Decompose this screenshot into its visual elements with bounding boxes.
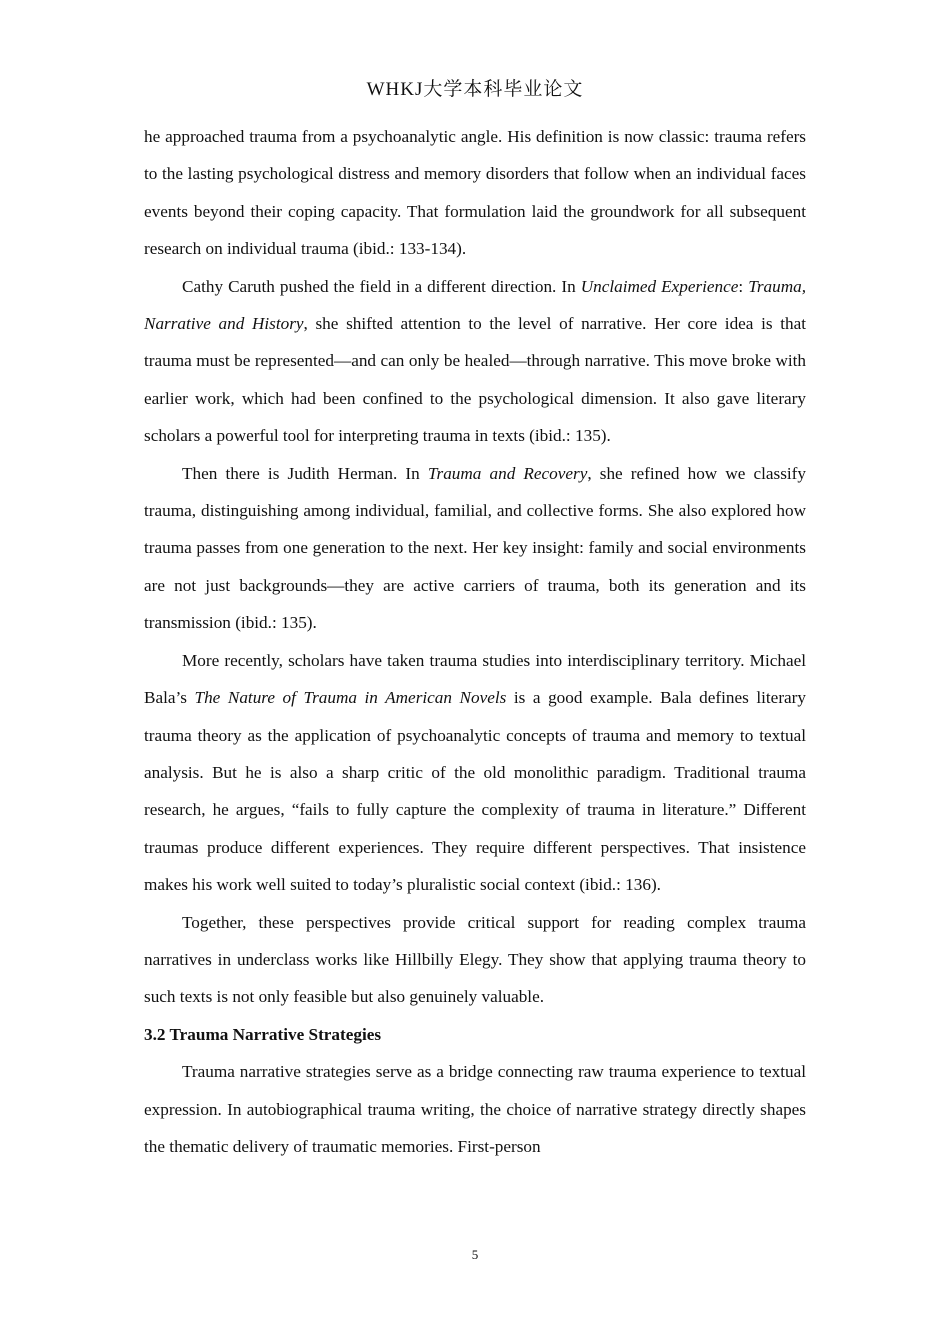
paragraph-text: is a good example. Bala defines literary trauma theory as the application of psychoanalytic concepts of trauma and memory to textual analysis. But he is also a sharp critic of the old monolithic paradigm. Traditional trauma research, he argues, “fails to fully capture the complexity of trauma in literature.” Different traumas produce different experiences. They require different perspectives. That insistence makes his work well suited to today’s pluralistic social context (ibid.: 136). bbox=[144, 688, 806, 895]
paragraph-text: , she refined how we classify trauma, distinguishing among individual, familial, and collective forms. She also explored how trauma passes from one generation to the next. Her key insight: family and social environments are not just backgrounds—they are active carriers of trauma, both its generation and its transmission (ibid.: 135). bbox=[144, 463, 806, 633]
book-title: The Nature of Trauma in American Novels bbox=[194, 688, 507, 708]
body-text bbox=[144, 118, 806, 1165]
paragraph-text: : bbox=[738, 276, 749, 296]
section-heading: 3.2 Trauma Narrative Strategies bbox=[144, 1024, 382, 1044]
paragraph-text: , she shifted attention to the level of narrative. Her core idea is that trauma must be represented—and can only be healed—through narrative. This move broke with earlier work, which had been confined to the psychological dimension. It also gave literary scholars a powerful tool for interpreting trauma in texts (ibid.: 135). bbox=[144, 314, 806, 446]
paragraph bbox=[144, 268, 806, 455]
paragraph bbox=[144, 455, 806, 642]
paragraph-text: Then there is Judith Herman. In bbox=[182, 463, 428, 483]
paragraph: he approached trauma from a psychoanalytic angle. His definition is now classic: trauma refers to the lasting psychological distress and memory disorders that follow when an individual faces events beyond their coping capacity. That formulation laid the groundwork for all subsequent research on individual trauma (ibid.: 133-134). bbox=[144, 127, 806, 259]
page-number: 5 bbox=[471, 1247, 479, 1262]
book-title: Trauma, Narrative and History bbox=[144, 276, 806, 334]
paragraph: Together, these perspectives provide critical support for reading complex trauma narratives in underclass works like Hillbilly Elegy. They show that applying trauma theory to such texts is not only feasible but also genuinely valuable. bbox=[144, 912, 806, 1007]
book-title: Unclaimed Experience bbox=[580, 276, 739, 296]
paragraph-text: Cathy Caruth pushed the field in a different direction. In bbox=[182, 276, 581, 296]
page-header: WHKJ大学本科毕业论文 bbox=[366, 79, 584, 100]
paragraph-text: More recently, scholars have taken trauma studies into interdisciplinary territory. Michael Bala’s bbox=[144, 650, 806, 708]
book-title: Trauma and Recovery bbox=[427, 463, 588, 483]
paragraph bbox=[144, 642, 806, 904]
paragraph: Trauma narrative strategies serve as a bridge connecting raw trauma experience to textual expression. In autobiographical trauma writing, the choice of narrative strategy directly shapes the thematic delivery of traumatic memories. First-person bbox=[144, 1062, 806, 1156]
